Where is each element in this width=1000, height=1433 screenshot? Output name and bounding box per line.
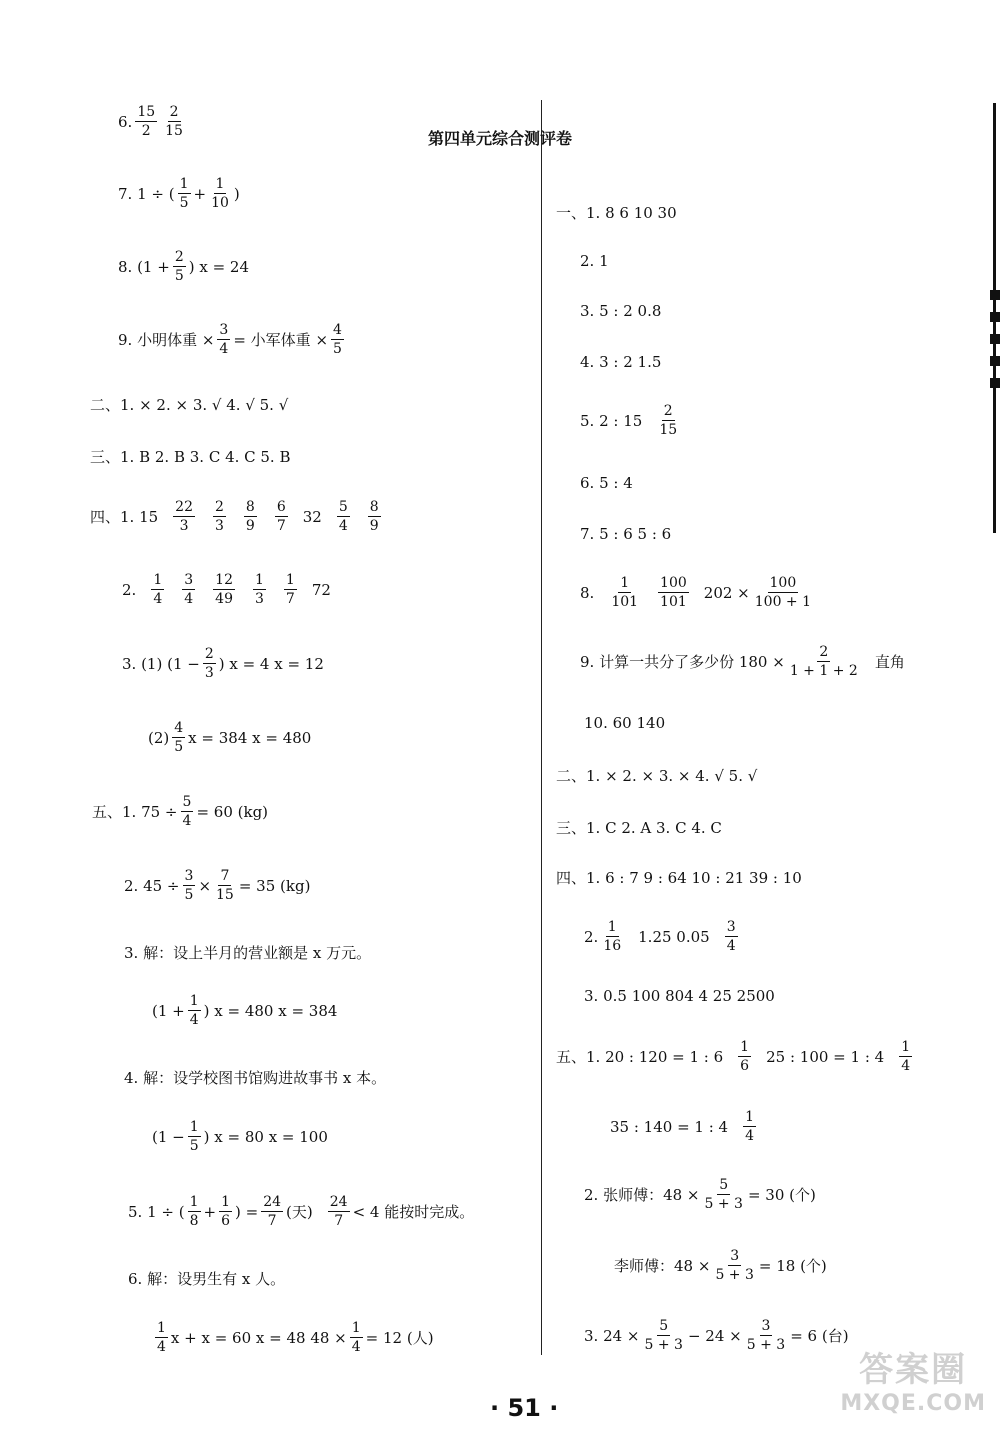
fraction: $\frac{2}{3}$ — [215, 499, 224, 534]
expr-text: 5. 1 ÷ ( — [128, 1202, 185, 1221]
answer-l-6 — [118, 105, 188, 138]
watermark-url: MXQE.COM — [840, 1391, 986, 1416]
answer-text: 三、1. C 2. A 3. C 4. C — [556, 819, 722, 837]
section-l-5-6a — [128, 1268, 285, 1289]
section-r-5-2b — [614, 1249, 827, 1282]
section-r-1-8 — [580, 576, 816, 609]
answer-text: 6. 解：设男生有 x 人。 — [128, 1270, 286, 1288]
fraction: $\frac{1}{6}$ — [740, 1039, 750, 1074]
expr-text: 1.25 0.05 — [638, 927, 710, 946]
answer-text: 2. 1 — [580, 252, 609, 270]
expr-text: (2) — [148, 728, 170, 747]
fraction: $\frac{4}{5}$ — [174, 720, 184, 755]
fraction: $\frac{1}{8}$ — [189, 1194, 199, 1229]
answer-text: 二、1. × 2. × 3. × 4. √ 5. √ — [556, 767, 758, 785]
expr-text: 2. 45 ÷ — [124, 876, 180, 895]
expr-text: 五、1. 20 : 120 = 1 : 6 — [556, 1048, 724, 1066]
fraction: $\frac{4}{5}$ — [333, 322, 342, 357]
expr-text: ) = — [235, 1202, 259, 1221]
expr-text: = 35 (kg) — [238, 876, 311, 895]
fraction: $\frac{5}{5 + 3}$ — [644, 1318, 683, 1353]
fraction: $\frac{3}{4}$ — [184, 572, 194, 607]
expr-text: 8. (1 + — [118, 257, 170, 276]
expr-text: 5. 2 : 15 — [580, 411, 643, 430]
fraction: $\frac{3}{5 + 3}$ — [746, 1318, 786, 1353]
answer-text: 三、1. B 2. B 3. C 4. C 5. B — [90, 448, 291, 466]
column-divider — [541, 100, 542, 1355]
answer-text: 4. 3 : 2 1.5 — [580, 353, 662, 371]
expr-text: 9. 计算一共分了多少份 180 × — [580, 653, 785, 671]
page-number: · 51 · — [490, 1394, 559, 1422]
watermark-logo: 答案圈 — [859, 1350, 968, 1390]
fraction: $\frac{1}{5}$ — [189, 1119, 199, 1154]
fraction: $\frac{8}{9}$ — [245, 499, 255, 534]
expr-text: 2. 张师傅：48 × — [584, 1186, 700, 1204]
section-l-4-2 — [122, 573, 331, 606]
section-l-4-1 — [90, 500, 384, 533]
fraction: $\frac{1}{5}$ — [179, 176, 189, 211]
section-l-5-4b — [152, 1120, 328, 1153]
answer-text: 10. 60 140 — [584, 714, 666, 732]
expr-text: = 6 (台) — [790, 1327, 849, 1345]
answer-text: 3. 5 : 2 0.8 — [580, 302, 662, 320]
expr-text: 五、1. 75 ÷ — [92, 803, 178, 821]
fraction: $\frac{12}{49}$ — [215, 572, 233, 607]
answer-l-8 — [118, 250, 249, 283]
binding-edge-bars — [990, 290, 1000, 390]
expr-text: 直角 — [874, 653, 905, 671]
answer-text: 4. 解：设学校图书馆购进故事书 x 本。 — [124, 1069, 387, 1087]
section-l-4-3-2 — [148, 721, 311, 754]
expr-text: ) x = 24 — [188, 257, 250, 276]
fraction: $\frac{1}{6}$ — [221, 1194, 231, 1229]
fraction: $\frac{24}{7}$ — [263, 1194, 282, 1229]
fraction: $\frac{3}{4}$ — [726, 919, 736, 954]
section-r-1-7 — [580, 525, 671, 543]
fraction: $\frac{2}{3}$ — [204, 646, 214, 681]
section-l-3 — [90, 446, 291, 467]
section-r-4-3 — [584, 987, 775, 1005]
fraction: $\frac{5}{4}$ — [338, 499, 348, 534]
expr-text: ) x = 480 x = 384 — [203, 1001, 338, 1020]
section-r-1-2 — [580, 252, 609, 270]
expr-text: × — [198, 876, 212, 895]
fraction: $\frac{2}{1 + 1 + 2}$ — [789, 644, 858, 679]
item-label: 6. — [118, 112, 133, 131]
expr-text: x + x = 60 x = 48 48 × — [170, 1328, 347, 1347]
section-l-5-6b — [152, 1321, 434, 1354]
expr-text: = 60 (kg) — [196, 802, 269, 821]
expr-text: ) — [233, 184, 240, 203]
section-r-4-1 — [556, 867, 802, 888]
fraction: $\frac{100}{100 + 1}$ — [754, 575, 812, 610]
expr-text: 202 × — [703, 583, 750, 602]
answer-l-7 — [118, 177, 240, 210]
section-l-5-4a — [124, 1067, 386, 1088]
fraction: $\frac{5}{5 + 3}$ — [704, 1177, 743, 1212]
section-l-5-3b — [152, 994, 337, 1027]
fraction: $\frac{100}{101}$ — [660, 575, 687, 610]
fraction: $\frac{8}{9}$ — [369, 499, 379, 534]
fraction: $\frac{24}{7}$ — [329, 1194, 348, 1229]
answer-text: 二、1. × 2. × 3. √ 4. √ 5. √ — [90, 396, 289, 414]
answer-text: 3. 0.5 100 804 4 25 2500 — [584, 987, 775, 1005]
answer-l-9 — [118, 323, 347, 356]
expr-text: + — [193, 184, 207, 203]
fraction: $\frac{22}{3}$ — [175, 499, 193, 534]
section-r-3 — [556, 817, 722, 838]
section-r-1-10 — [584, 714, 665, 732]
fraction: $\frac{1}{4}$ — [153, 572, 163, 607]
expr-text: (天) — [286, 1203, 313, 1221]
expr-text: 35 : 140 = 1 : 4 — [610, 1117, 729, 1136]
fraction: $\frac{1}{7}$ — [285, 572, 295, 607]
section-l-2 — [90, 394, 288, 415]
fraction: $\frac{1}{4}$ — [351, 1320, 361, 1355]
section-l-4-3-1 — [122, 647, 324, 680]
expr-text: = 18 (个) — [758, 1257, 827, 1275]
fraction: $\frac{1}{4}$ — [189, 993, 199, 1028]
section-r-1-5 — [580, 404, 682, 437]
expr-text: = 12 (人) — [365, 1329, 434, 1347]
expr-text: ) x = 4 x = 12 — [218, 654, 324, 673]
fraction: $\frac{1}{16}$ — [603, 919, 622, 954]
section-l-5-3a — [124, 942, 371, 963]
watermark — [840, 1342, 986, 1416]
fraction: $\frac{1}{3}$ — [254, 572, 264, 607]
section-l-5-2 — [124, 869, 310, 902]
fraction: $\frac{3}{5 + 3}$ — [715, 1248, 754, 1283]
answer-text: 一、1. 8 6 10 30 — [556, 204, 677, 222]
section-r-5-3 — [584, 1319, 849, 1352]
expr-text: 李师傅：48 × — [614, 1257, 711, 1275]
expr-text: 7. 1 ÷ ( — [118, 184, 175, 203]
fraction: $\frac{7}{15}$ — [216, 868, 234, 903]
expr-text: 72 — [311, 580, 331, 599]
section-l-5-5 — [128, 1195, 474, 1228]
fraction: $\frac{15}{2}$ — [137, 104, 156, 139]
expr-text: ) x = 80 x = 100 — [203, 1127, 328, 1146]
expr-text: − 24 × — [687, 1326, 742, 1345]
section-r-5-1b — [610, 1110, 759, 1143]
expr-text: (1 − — [152, 1127, 185, 1146]
expr-text: x = 384 x = 480 — [188, 728, 312, 747]
fraction: $\frac{2}{15}$ — [659, 403, 678, 438]
expr-text: 2. — [584, 927, 599, 946]
fraction: $\frac{3}{5}$ — [184, 868, 194, 903]
section-r-5-2a — [584, 1178, 816, 1211]
expr-text: 32 — [302, 507, 322, 526]
fraction: $\frac{1}{4}$ — [901, 1039, 911, 1074]
section-r-1-9 — [580, 645, 905, 678]
expr-text: 8. — [580, 583, 595, 602]
fraction: $\frac{1}{4}$ — [745, 1109, 755, 1144]
answer-text: 7. 5 : 6 5 : 6 — [580, 525, 672, 543]
expr-text: + — [203, 1202, 217, 1221]
expr-text: 3. (1) (1 − — [122, 654, 200, 673]
section-r-1-4 — [580, 353, 661, 371]
fraction: $\frac{1}{101}$ — [611, 575, 639, 610]
expr-text: 2. — [122, 580, 137, 599]
expr-text: 9. 小明体重 × — [118, 331, 215, 349]
expr-text: (1 + — [152, 1001, 185, 1020]
section-r-1-1 — [556, 202, 677, 223]
expr-text: 3. 24 × — [584, 1326, 640, 1345]
expr-text: 25 : 100 = 1 : 4 — [766, 1047, 885, 1066]
answer-text: 3. 解：设上半月的营业额是 x 万元。 — [124, 944, 372, 962]
section-l-5-1 — [92, 795, 268, 828]
fraction: $\frac{6}{7}$ — [276, 499, 286, 534]
expr-text: 四、1. 15 — [90, 508, 159, 526]
page-title: 第四单元综合测评卷 — [427, 129, 572, 148]
expr-text: = 30 (个) — [747, 1186, 816, 1204]
section-r-2 — [556, 765, 757, 786]
answer-text: 四、1. 6 : 7 9 : 64 10 : 21 39 : 10 — [556, 869, 802, 887]
fraction: $\frac{3}{4}$ — [219, 322, 229, 357]
fraction: $\frac{2}{5}$ — [174, 249, 184, 284]
expr-text: < 4 能按时完成。 — [352, 1203, 475, 1221]
fraction: $\frac{1}{10}$ — [211, 176, 229, 211]
section-r-1-6 — [580, 474, 633, 492]
section-r-5-1a — [556, 1040, 915, 1073]
section-r-1-3 — [580, 302, 661, 320]
expr-text: = 小军体重 × — [233, 331, 329, 349]
section-r-4-2 — [584, 920, 741, 953]
answer-text: 6. 5 : 4 — [580, 474, 633, 492]
fraction: $\frac{2}{15}$ — [165, 104, 183, 139]
fraction: $\frac{1}{4}$ — [157, 1320, 166, 1355]
fraction: $\frac{5}{4}$ — [182, 794, 192, 829]
